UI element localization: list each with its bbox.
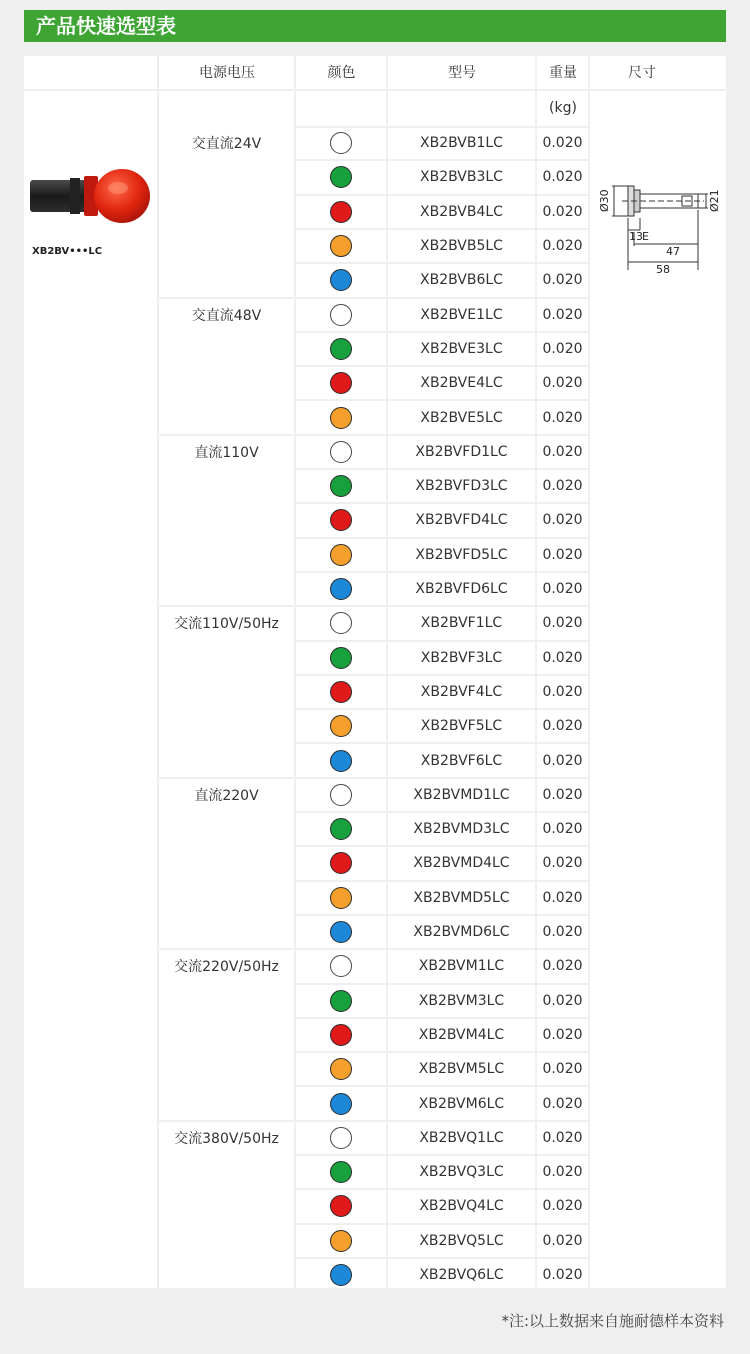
color-swatch-white [330,955,352,977]
voltage-label: 交流220V/50Hz [174,959,279,976]
color-swatch-white [330,304,352,326]
image-row-divider [24,89,158,91]
weight-value: 0.020 [542,752,583,769]
voltage-label: 直流220V [194,787,259,804]
model-number: XB2BVM3LC [418,992,505,1009]
model-number: XB2BVMD1LC [413,786,510,803]
model-number: XB2BVF4LC [420,683,503,700]
weight-value: 0.020 [542,1232,583,1249]
model-number: XB2BVFD6LC [415,581,508,598]
weight-value: 0.020 [542,718,583,735]
color-swatch-green [330,818,352,840]
color-swatch-blue [330,921,352,943]
voltage-label: 交流380V/50Hz [174,1130,279,1147]
weight-value: 0.020 [542,478,583,495]
model-number: XB2BVMD6LC [413,924,510,941]
model-number: XB2BVF3LC [420,649,503,666]
color-swatch-orange [330,544,352,566]
weight-value: 0.020 [542,855,583,872]
model-number: XB2BVB4LC [420,203,503,220]
weight-value: 0.020 [542,683,583,700]
color-swatch-blue [330,1264,352,1286]
indicator-light-image [26,166,156,226]
weight-value: 0.020 [542,1061,583,1078]
voltage-label: 交直流48V [191,307,262,324]
weight-value: 0.020 [542,512,583,529]
model-number: XB2BVF1LC [420,615,503,632]
color-swatch-red [330,372,352,394]
weight-value: 0.020 [542,340,583,357]
weight-value: 0.020 [542,581,583,598]
color-swatch-orange [330,1230,352,1252]
voltage-label: 直流110V [194,444,259,461]
dim-e: E [642,230,649,243]
product-label: XB2BV•••LC [32,246,103,257]
color-swatch-blue [330,578,352,600]
color-swatch-white [330,132,352,154]
voltage-label: 交直流24V [191,136,262,153]
color-swatch-blue [330,750,352,772]
color-swatch-green [330,475,352,497]
dim-13: 13 [629,230,643,243]
color-swatch-orange [330,715,352,737]
weight-value: 0.020 [542,924,583,941]
weight-value: 0.020 [542,1129,583,1146]
weight-value: 0.020 [542,1095,583,1112]
color-swatch-orange [330,887,352,909]
weight-value: 0.020 [542,821,583,838]
color-swatch-orange [330,407,352,429]
row-divider [295,1291,589,1293]
color-swatch-green [330,647,352,669]
model-number: XB2BVQ5LC [419,1232,504,1249]
color-swatch-white [330,1127,352,1149]
weight-value: 0.020 [542,615,583,632]
weight-value: 0.020 [542,1198,583,1215]
weight-value: 0.020 [542,786,583,803]
weight-value: 0.020 [542,203,583,220]
model-number: XB2BVM5LC [418,1061,505,1078]
weight-value: 0.020 [542,889,583,906]
header-model: 型号 [448,65,476,81]
color-swatch-white [330,784,352,806]
model-number: XB2BVFD5LC [415,546,508,563]
footnote: *注:以上数据来自施耐德样本资料 [501,1312,724,1330]
weight-value: 0.020 [542,409,583,426]
model-number: XB2BVE4LC [420,375,503,392]
model-number: XB2BVB3LC [420,169,503,186]
model-number: XB2BVQ4LC [419,1198,504,1215]
header-color: 颜色 [327,65,356,81]
header-size: 尺寸 [628,65,656,81]
color-swatch-red [330,201,352,223]
color-swatch-orange [330,235,352,257]
model-number: XB2BVFD1LC [415,443,508,460]
color-swatch-white [330,441,352,463]
weight-value: 0.020 [542,1164,583,1181]
page-title: 产品快速选型表 [24,10,726,42]
model-number: XB2BVE5LC [420,409,503,426]
model-number: XB2BVFD4LC [415,512,508,529]
model-number: XB2BVE1LC [420,306,503,323]
model-number: XB2BVFD3LC [415,478,508,495]
weight-value: 0.020 [542,992,583,1009]
color-swatch-green [330,166,352,188]
selection-table [24,56,726,1288]
weight-unit: (kg) [549,100,577,116]
model-number: XB2BVF5LC [420,718,503,735]
model-number: XB2BVF6LC [420,752,503,769]
weight-value: 0.020 [542,1026,583,1043]
color-swatch-red [330,1195,352,1217]
weight-value: 0.020 [542,649,583,666]
color-swatch-green [330,1161,352,1183]
model-number: XB2BVE3LC [420,340,503,357]
model-number: XB2BVQ1LC [419,1129,504,1146]
column-divider [294,56,296,1288]
weight-value: 0.020 [542,443,583,460]
dim-d21: Ø21 [708,189,721,212]
color-swatch-red [330,1024,352,1046]
header-weight: 重量 [549,65,577,81]
dimension-drawing [594,160,724,276]
color-swatch-red [330,852,352,874]
model-number: XB2BVB1LC [420,135,503,152]
model-number: XB2BVB6LC [420,272,503,289]
color-swatch-blue [330,1093,352,1115]
model-number: XB2BVB5LC [420,238,503,255]
color-swatch-red [330,509,352,531]
model-number: XB2BVQ3LC [419,1164,504,1181]
color-swatch-white [330,612,352,634]
group-divider [158,1291,295,1293]
color-swatch-green [330,338,352,360]
voltage-label: 交流110V/50Hz [174,616,279,633]
weight-value: 0.020 [542,546,583,563]
color-swatch-green [330,990,352,1012]
color-swatch-blue [330,269,352,291]
dim-58: 58 [656,263,670,276]
weight-value: 0.020 [542,306,583,323]
model-number: XB2BVQ6LC [419,1267,504,1284]
color-swatch-red [330,681,352,703]
color-swatch-orange [330,1058,352,1080]
weight-value: 0.020 [542,169,583,186]
weight-value: 0.020 [542,238,583,255]
model-number: XB2BVM1LC [418,958,505,975]
weight-value: 0.020 [542,1267,583,1284]
column-divider [157,56,159,1288]
model-number: XB2BVMD4LC [413,855,510,872]
weight-value: 0.020 [542,135,583,152]
model-number: XB2BVMD3LC [413,821,510,838]
dim-47: 47 [666,245,680,258]
header-voltage: 电源电压 [199,65,255,81]
model-number: XB2BVMD5LC [413,889,510,906]
weight-value: 0.020 [542,272,583,289]
model-number: XB2BVM6LC [418,1095,505,1112]
weight-value: 0.020 [542,375,583,392]
model-number: XB2BVM4LC [418,1026,505,1043]
weight-value: 0.020 [542,958,583,975]
dim-d30: Ø30 [598,189,611,212]
